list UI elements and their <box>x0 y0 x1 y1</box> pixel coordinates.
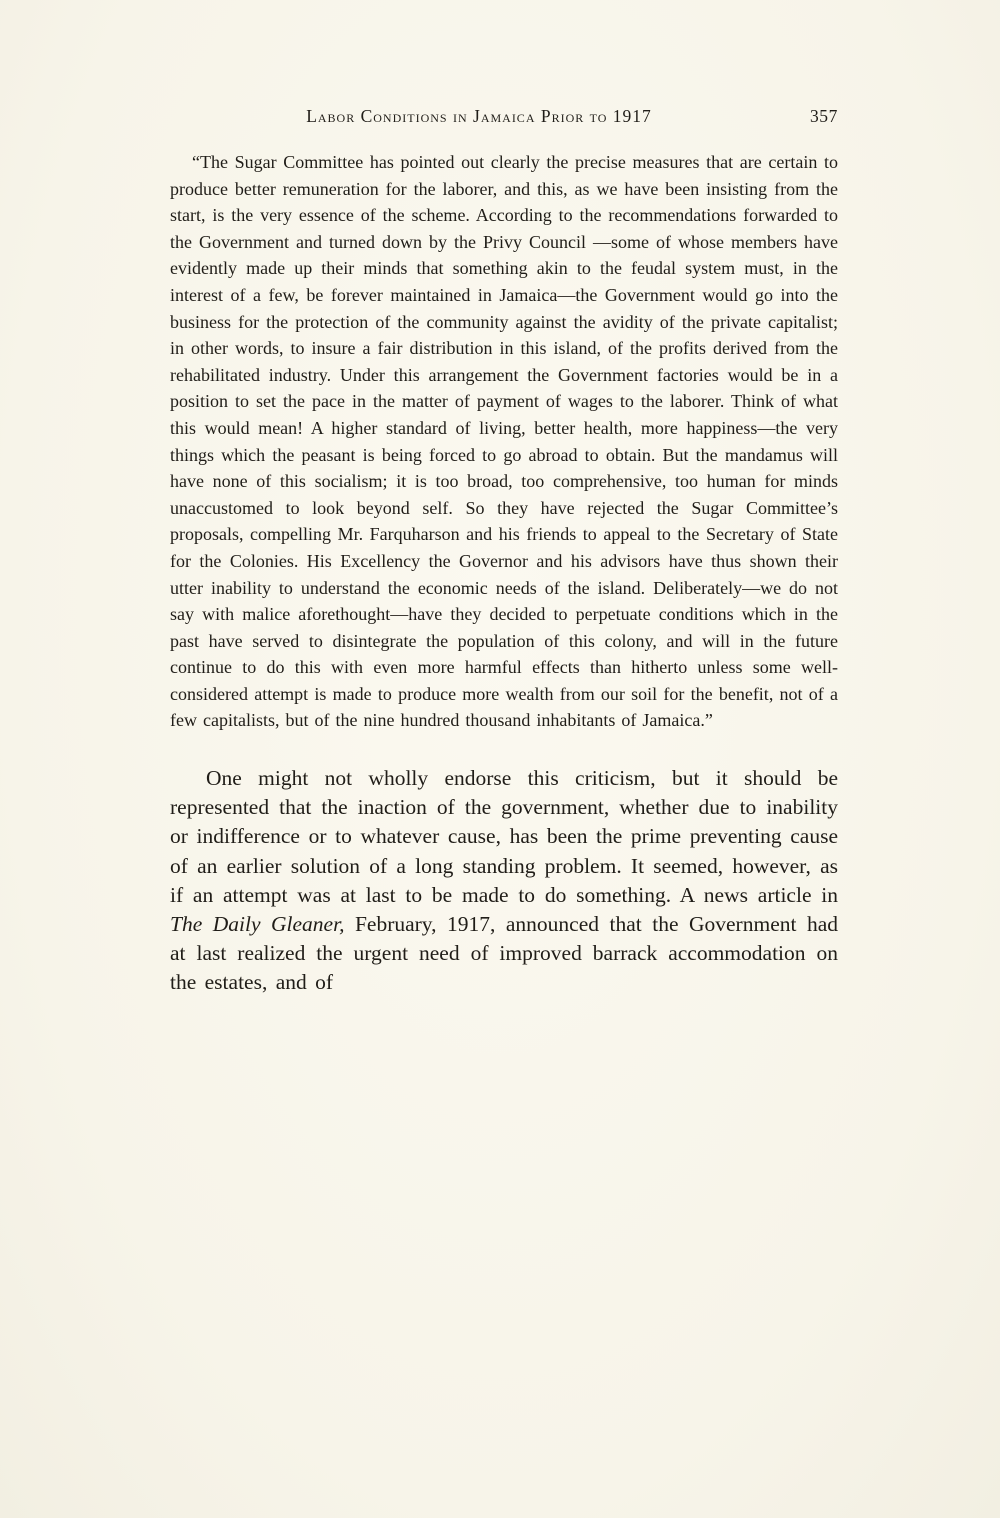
body-text-before-title: One might not wholly endorse this criticism, but it should be represented that the inaction of the government, whether due to inability or indifference or to whatever cause, has been the prime preventing cause of an earlier solution of a long standing problem. It seemed, however, as if an attempt was at last to be made to do something. A news article in <box>170 766 838 907</box>
running-head-title: Labor Conditions in Jamaica Prior to 1917 <box>306 106 652 126</box>
body-paragraph <box>170 764 838 998</box>
running-head <box>170 106 838 127</box>
page-content <box>170 106 838 998</box>
page-number: 357 <box>809 106 838 126</box>
body-text-after-title: February, 1917, announced that the Government had at last realized the urgent need of improved barrack accommodation on the estates, and of <box>170 912 838 995</box>
publication-title-italic: The Daily Gleaner, <box>170 912 345 937</box>
block-quote-paragraph: “The Sugar Committee has pointed out clearly the precise measures that are certain to produce better remuneration for the laborer, and this, as we have been insisting from the start, is the very essence of the scheme. According to the recommendations forwarded to the Government and turned down by the Privy Council —some of whose members have evidently made up their minds that something akin to the feudal system must, in the interest of a few, be forever maintained in Jamaica—the Government would go into the business for the protection of the community against the avidity of the private capitalist; in other words, to insure a fair distribution in this island, of the profits derived from the rehabilitated industry. Under this arrangement the Government factories would be in a position to set the pace in the matter of payment of wages to the laborer. Think of what this would mean! A higher standard of living, better health, more happiness—the very things which the peasant is being forced to go abroad to obtain. But the mandamus will have none of this socialism; it is too broad, too comprehensive, too human for minds unaccustomed to look beyond self. So they have rejected the Sugar Committee’s proposals, compelling Mr. Farquharson and his friends to appeal to the Secretary of State for the Colonies. His Excellency the Governor and his advisors have thus shown their utter inability to understand the economic needs of the island. Deliberately—we do not say with malice aforethought—have they decided to perpetuate conditions which in the past have served to disintegrate the population of this colony, and will in the future continue to do this with even more harmful effects than hitherto unless some well-considered attempt is made to produce more wealth from our soil for the benefit, not of a few capitalists, but of the nine hundred thousand inhabitants of Jamaica.” <box>170 152 838 731</box>
